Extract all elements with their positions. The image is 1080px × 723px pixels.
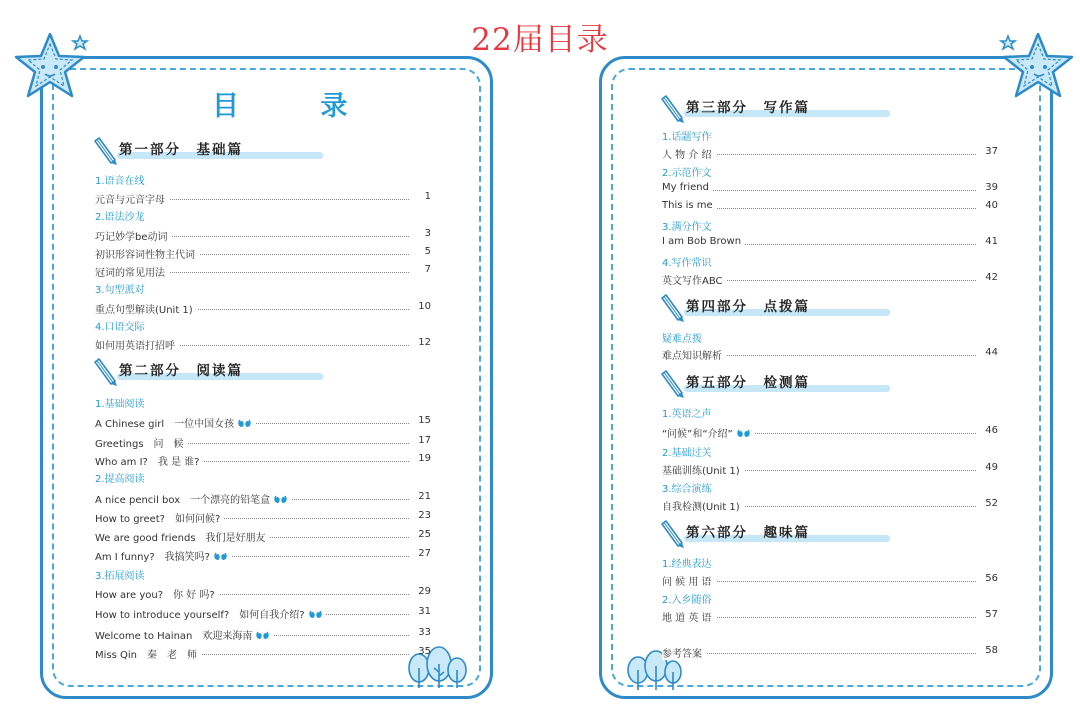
entry-title: 人 物 介 绍 [662, 150, 712, 161]
toc-entry[interactable] [662, 347, 998, 361]
page-number: 12 [418, 337, 431, 348]
category-label: 3.句型派对 [95, 285, 145, 296]
page-number: 21 [418, 491, 431, 502]
category-label: 2.基础过关 [662, 448, 712, 459]
page-number: 7 [424, 264, 431, 275]
page-number: 46 [985, 425, 998, 436]
page-number: 17 [418, 435, 431, 446]
page-number: 56 [985, 573, 998, 584]
toc-entry[interactable] [95, 529, 431, 543]
toc-entry[interactable] [662, 146, 998, 160]
entry-title: Who am I? 我 是 谁? [95, 457, 200, 468]
entry-title: Miss Qin 秦 老 师 [95, 650, 197, 661]
section-title: 第一部分 基础篇 [119, 142, 243, 158]
toc-entry[interactable] [95, 491, 431, 505]
toc-entry[interactable] [95, 435, 431, 449]
headphones-icon [213, 550, 227, 561]
category-label: 1.基础阅读 [95, 399, 145, 410]
category-label: 2.示范作文 [662, 168, 712, 179]
entry-title: Greetings 问 候 [95, 439, 184, 450]
entry-title: 如何用英语打招呼 [95, 341, 175, 352]
entry-title: Am I funny? 我搞笑吗? [95, 552, 210, 563]
toc-entry[interactable] [662, 182, 998, 196]
page-number: 58 [985, 645, 998, 656]
toc-entry[interactable] [662, 498, 998, 512]
category-label: 疑难点拨 [662, 334, 702, 345]
entry-title: 地 道 英 语 [662, 613, 712, 624]
category-label: 1.语音在线 [95, 176, 145, 187]
entry-title: 冠词的常见用法 [95, 268, 165, 279]
entry-title: 问 候 用 语 [662, 577, 712, 588]
entry-title: A nice pencil box 一个漂亮的铅笔盒 [95, 495, 271, 506]
section-title: 第三部分 写作篇 [686, 100, 810, 116]
page-number: 3 [424, 228, 431, 239]
section-header [660, 519, 890, 549]
toc-entry[interactable] [662, 272, 998, 286]
category-label: 3.综合演练 [662, 484, 712, 495]
entry-title: 重点句型解读(Unit 1) [95, 305, 193, 316]
entry-title: 参考答案 [662, 649, 702, 660]
toc-entry[interactable] [95, 228, 431, 242]
entry-title: How to greet? 如何问候? [95, 514, 221, 525]
page-number: 40 [985, 200, 998, 211]
page-number: 41 [985, 236, 998, 247]
page-number: 42 [985, 272, 998, 283]
page-number: 5 [424, 246, 431, 257]
section-title: 第二部分 阅读篇 [119, 363, 243, 379]
star-icon [14, 30, 92, 106]
headphones-icon [273, 493, 287, 504]
entry-title: 自我检测(Unit 1) [662, 502, 740, 513]
page-number: 39 [985, 182, 998, 193]
headphones-icon [237, 417, 251, 428]
toc-entry[interactable] [95, 606, 431, 620]
toc-entry[interactable] [662, 200, 998, 214]
entry-title: This is me [662, 200, 713, 211]
toc-entry[interactable] [662, 236, 998, 250]
toc-entry[interactable] [95, 337, 431, 351]
page-number: 52 [985, 498, 998, 509]
toc-entry[interactable] [95, 264, 431, 278]
toc-entry[interactable] [95, 627, 431, 641]
page-number: 15 [418, 415, 431, 426]
page-title: 22届目录 [471, 22, 609, 58]
toc-entry[interactable] [95, 246, 431, 260]
toc-entry[interactable] [662, 425, 998, 439]
toc-entry[interactable] [662, 609, 998, 623]
entry-title: Welcome to Hainan 欢迎来海南 [95, 631, 253, 642]
page-number: 33 [418, 627, 431, 638]
category-label: 1.经典表达 [662, 559, 712, 570]
page-number: 19 [418, 453, 431, 464]
category-label: 3.拓展阅读 [95, 571, 145, 582]
toc-entry[interactable] [95, 415, 431, 429]
entry-title: A Chinese girl 一位中国女孩 [95, 419, 235, 430]
entry-title: 元音与元音字母 [95, 195, 165, 206]
category-label: 1.英语之声 [662, 409, 712, 420]
headphones-icon [255, 629, 269, 640]
category-label: 2.提高阅读 [95, 474, 145, 485]
star-icon [996, 30, 1074, 106]
page-number: 35 [418, 646, 431, 657]
entry-title: How to introduce yourself? 如何自我介绍? [95, 610, 305, 621]
page-number: 57 [985, 609, 998, 620]
category-label: 1.话题写作 [662, 132, 712, 143]
page-number: 10 [418, 301, 431, 312]
category-label: 2.语法沙龙 [95, 212, 145, 223]
page-number: 31 [418, 606, 431, 617]
toc-entry[interactable] [95, 453, 431, 467]
page-number: 49 [985, 462, 998, 473]
category-label: 3.满分作文 [662, 222, 712, 233]
entry-title: 难点知识解析 [662, 351, 722, 362]
toc-entry[interactable] [95, 646, 431, 660]
page-number: 29 [418, 586, 431, 597]
dot-leader [662, 653, 976, 654]
toc-entry[interactable] [95, 548, 431, 562]
page-number: 27 [418, 548, 431, 559]
category-label: 2.入乡随俗 [662, 595, 712, 606]
section-header [660, 369, 890, 399]
category-label: 4.口语交际 [95, 322, 145, 333]
entry-title: 基础训练(Unit 1) [662, 466, 740, 477]
headphones-icon [736, 427, 750, 438]
section-title: 第五部分 检测篇 [686, 375, 810, 391]
toc-entry[interactable] [662, 573, 998, 587]
headphones-icon [308, 608, 322, 619]
category-label: 4.写作常识 [662, 258, 712, 269]
toc-entry[interactable] [662, 462, 998, 476]
page-number: 44 [985, 347, 998, 358]
section-header [660, 293, 890, 323]
section-header [93, 357, 323, 387]
entry-title: I am Bob Brown [662, 236, 742, 247]
entry-title: How are you? 你 好 吗? [95, 590, 215, 601]
section-header [660, 94, 890, 124]
entry-title: 英文写作ABC [662, 276, 723, 287]
section-title: 第四部分 点拨篇 [686, 299, 810, 315]
page-number: 23 [418, 510, 431, 521]
toc-entry[interactable] [95, 301, 431, 315]
toc-heading: 目 录 [212, 91, 384, 122]
toc-entry[interactable] [95, 191, 431, 205]
toc-entry[interactable] [662, 645, 998, 659]
section-header [93, 136, 323, 166]
page-number: 25 [418, 529, 431, 540]
entry-title: “问候”和“介绍” [662, 429, 733, 440]
entry-title: We are good friends 我们是好朋友 [95, 533, 266, 544]
entry-title: My friend [662, 182, 709, 193]
page-number: 37 [985, 146, 998, 157]
entry-title: 巧记妙学be动词 [95, 232, 168, 243]
entry-title: 初识形容词性物主代词 [95, 250, 195, 261]
toc-entry[interactable] [95, 510, 431, 524]
page-number: 1 [424, 191, 431, 202]
section-title: 第六部分 趣味篇 [686, 525, 810, 541]
toc-entry[interactable] [95, 586, 431, 600]
